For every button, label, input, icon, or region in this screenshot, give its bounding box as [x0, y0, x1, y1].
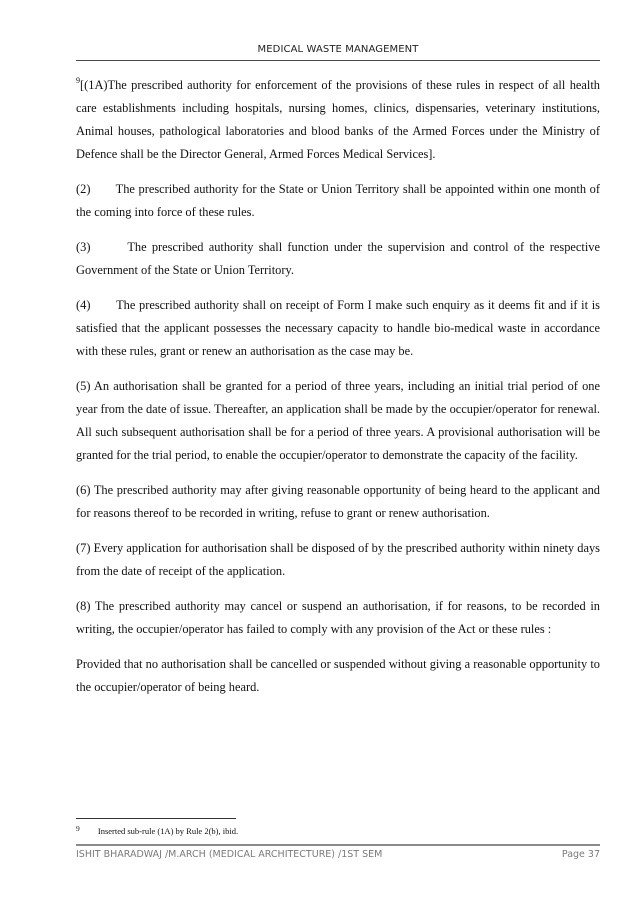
footer-author: ISHIT BHARADWAJ /M.ARCH (MEDICAL ARCHITECTURE) /1ST SEM: [76, 849, 383, 860]
paragraph-7: (7) Every application for authorisation shall be disposed of by the prescribed authority within ninety days from the date of receipt of the application.: [76, 541, 600, 578]
header-divider: [76, 60, 600, 61]
paragraph-proviso: Provided that no authorisation shall be cancelled or suspended without giving a reasonable opportunity to the occupier/operator of being heard.: [76, 657, 600, 694]
paragraph-1a: [76, 74, 600, 166]
paragraph-6: (6) The prescribed authority may after giving reasonable opportunity of being heard to the applicant and for reasons thereof to be recorded in writing, refuse to grant or renew authorisation.: [76, 483, 600, 520]
paragraph-text: [(1A)The prescribed authority for enforcement of the provisions of these rules in respect of all health care establishments including hospitals, nursing homes, clinics, dispensaries, veterinary institutions, Animal houses, pathological laboratories and blood banks of the Armed Forces under the Ministry of Defence shall be the Director General, Armed Forces Medical Services].: [76, 78, 600, 161]
footnote-text: Inserted sub-rule (1A) by Rule 2(b), ibid.: [97, 826, 239, 836]
footnote-marker: 9: [76, 76, 80, 85]
footer-divider: [76, 844, 600, 846]
running-header: MEDICAL WASTE MANAGEMENT: [257, 44, 419, 55]
paragraph-5: (5) An authorisation shall be granted for a period of three years, including an initial trial period of one year from the date of issue. Thereafter, an application shall be made by the occupier/operator for renewal. All such subsequent authorisation shall be for a period of three years. A provisional authorisation will be granted for the trial period, to enable the occupier/operator to demonstrate the capacity of the facility.: [76, 379, 600, 462]
paragraph-4: (4) The prescribed authority shall on receipt of Form I make such enquiry as it deems fit and if it is satisfied that the applicant possesses the necessary capacity to handle bio-medical waste in accordance with these rules, grant or renew an authorisation as the case may be.: [76, 298, 600, 358]
paragraph-8: (8) The prescribed authority may cancel or suspend an authorisation, if for reasons, to be recorded in writing, the occupier/operator has failed to comply with any provision of the Act or these rules :: [76, 599, 600, 636]
paragraph-3: (3) The prescribed authority shall function under the supervision and control of the respective Government of the State or Union Territory.: [76, 240, 600, 277]
footnote-number: 9: [76, 824, 80, 833]
page-number: Page 37: [561, 849, 600, 860]
paragraph-2: (2) The prescribed authority for the State or Union Territory shall be appointed within one month of the coming into force of these rules.: [76, 182, 600, 219]
footnote-divider: [76, 818, 236, 819]
footnote: [76, 826, 600, 836]
document-body: [76, 74, 600, 711]
